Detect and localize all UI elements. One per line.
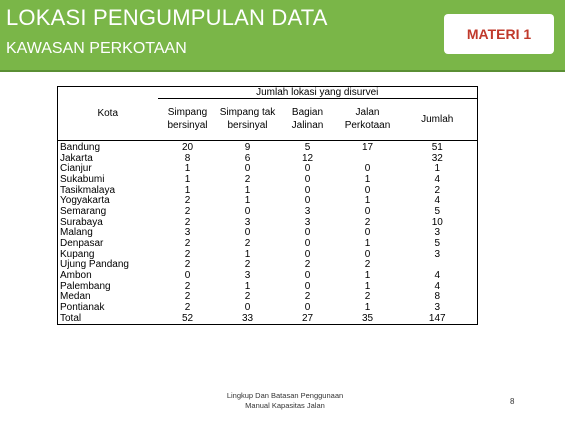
value-cell: 2	[184, 302, 191, 314]
value-cell: 3	[244, 270, 251, 282]
table-row	[58, 153, 478, 164]
value-cell: 51	[398, 140, 478, 153]
table-row	[58, 164, 478, 175]
value-cell: 0	[304, 280, 311, 292]
city-name-cell: Denpasar	[58, 239, 158, 250]
value-cell: 32	[398, 153, 478, 164]
value-cell: 3	[184, 227, 191, 239]
value-cell: 2	[244, 238, 251, 250]
value-cell: 1	[398, 164, 478, 175]
value-cell: 2	[244, 291, 251, 303]
value-cell: 2	[184, 248, 191, 260]
value-cell: 3	[304, 216, 311, 228]
value-cell: 0	[304, 173, 311, 185]
value-cell: 1	[364, 238, 371, 250]
page-title: LOKASI PENGUMPULAN DATA	[6, 5, 328, 30]
value-cell: 5	[398, 207, 478, 218]
value-cell: 147	[398, 314, 478, 325]
column-header-jalan-perkotaan: Jalan Perkotaan	[344, 106, 391, 132]
value-cell: 12	[301, 152, 314, 164]
city-name-cell: Ambon	[58, 271, 158, 282]
value-cell: 2	[184, 195, 191, 207]
value-cell: 4	[398, 196, 478, 207]
city-name-cell: Jakarta	[58, 153, 158, 164]
column-header-jumlah: Jumlah	[398, 99, 478, 141]
value-cell: 2	[364, 216, 371, 228]
value-cell: 8	[184, 152, 191, 164]
value-cell: 27	[278, 314, 338, 325]
city-name-cell: Semarang	[58, 207, 158, 218]
column-header-bagian-jalinan: Bagian Jalinan	[291, 106, 324, 132]
value-cell: 0	[304, 302, 311, 314]
value-cell: 4	[398, 175, 478, 186]
value-cell: 8	[398, 292, 478, 303]
city-name-cell: Sukabumi	[58, 175, 158, 186]
page-number: 8	[510, 397, 515, 406]
table-row	[58, 140, 478, 153]
table-row	[58, 196, 478, 207]
value-cell: 1	[184, 184, 191, 196]
value-cell: 0	[244, 163, 251, 175]
value-cell: 3	[304, 205, 311, 217]
city-name-cell: Medan	[58, 292, 158, 303]
materi-badge: MATERI 1	[444, 14, 554, 54]
table-row	[58, 260, 478, 271]
value-cell: 10	[398, 217, 478, 228]
value-cell: 0	[304, 248, 311, 260]
value-cell: 35	[338, 314, 398, 325]
city-name-cell: Tasikmalaya	[58, 185, 158, 196]
value-cell: 2	[184, 205, 191, 217]
value-cell: 3	[398, 303, 478, 314]
table-row	[58, 185, 478, 196]
city-name-cell: Palembang	[58, 281, 158, 292]
value-cell: 52	[158, 314, 218, 325]
value-cell: 9	[244, 141, 251, 153]
table-row	[58, 217, 478, 228]
value-cell: 0	[184, 270, 191, 282]
value-cell: 2	[304, 259, 311, 271]
value-cell: 1	[364, 195, 371, 207]
city-name-cell: Kupang	[58, 249, 158, 260]
value-cell: 0	[304, 163, 311, 175]
value-cell: 2	[184, 238, 191, 250]
city-name-cell: Surabaya	[58, 217, 158, 228]
value-cell: 1	[364, 280, 371, 292]
value-cell: 1	[364, 173, 371, 185]
value-cell: 5	[398, 239, 478, 250]
value-cell: 2	[184, 280, 191, 292]
value-cell: 33	[218, 314, 278, 325]
city-name-cell: Malang	[58, 228, 158, 239]
value-cell: 0	[364, 227, 371, 239]
value-cell: 0	[364, 184, 371, 196]
header-divider	[0, 70, 565, 72]
value-cell: 3	[244, 216, 251, 228]
value-cell: 1	[244, 184, 251, 196]
value-cell: 2	[304, 291, 311, 303]
value-cell: 2	[184, 291, 191, 303]
value-cell: 2	[184, 216, 191, 228]
value-cell: 2	[184, 259, 191, 271]
value-cell: 0	[244, 205, 251, 217]
city-name-cell: Ujung Pandang	[58, 260, 158, 271]
city-name-cell: Yogyakarta	[58, 196, 158, 207]
city-name-cell: Bandung	[58, 140, 158, 153]
value-cell: 0	[304, 195, 311, 207]
value-cell: 3	[398, 249, 478, 260]
value-cell: 1	[364, 270, 371, 282]
table-row	[58, 271, 478, 282]
value-cell: 1	[184, 173, 191, 185]
group-header: Jumlah lokasi yang disurvei	[158, 87, 478, 99]
column-header-city: Kota	[58, 99, 158, 141]
value-cell: 0	[364, 205, 371, 217]
value-cell: 0	[364, 163, 371, 175]
table-total-row	[58, 314, 478, 325]
value-cell: 2	[364, 259, 371, 271]
table-row	[58, 228, 478, 239]
table-row	[58, 207, 478, 218]
value-cell: 0	[304, 270, 311, 282]
value-cell: 1	[244, 248, 251, 260]
table-row	[58, 281, 478, 292]
value-cell: 1	[244, 280, 251, 292]
table-row	[58, 292, 478, 303]
value-cell: 6	[244, 152, 251, 164]
value-cell: 2	[244, 173, 251, 185]
page-subtitle: KAWASAN PERKOTAAN	[6, 40, 187, 57]
value-cell: 0	[304, 184, 311, 196]
table-body	[58, 140, 478, 325]
city-name-cell: Total	[58, 314, 158, 325]
value-cell: 4	[398, 271, 478, 282]
footer-note-line-1: Lingkup Dan Batasan Penggunaan	[226, 391, 344, 400]
survey-location-table	[57, 86, 478, 325]
value-cell: 4	[398, 281, 478, 292]
value-cell: 17	[361, 141, 374, 153]
value-cell: 0	[304, 227, 311, 239]
value-cell: 20	[181, 141, 194, 153]
value-cell: 2	[244, 259, 251, 271]
value-cell: 0	[364, 248, 371, 260]
value-cell: 2	[398, 185, 478, 196]
footer-note-line-2: Manual Kapasitas Jalan	[245, 401, 325, 411]
value-cell: 1	[244, 195, 251, 207]
city-name-cell: Pontianak	[58, 303, 158, 314]
table-row	[58, 175, 478, 186]
value-cell: 5	[304, 141, 311, 153]
value-cell: 3	[398, 228, 478, 239]
column-header-simpang-tak-bersinyal: Simpang tak bersinyal	[219, 106, 276, 132]
table-row	[58, 239, 478, 250]
value-cell: 0	[304, 238, 311, 250]
city-name-cell: Cianjur	[58, 164, 158, 175]
value-cell: 1	[184, 163, 191, 175]
value-cell: 1	[364, 302, 371, 314]
value-cell: 0	[244, 227, 251, 239]
table-row	[58, 303, 478, 314]
footer-note	[200, 391, 370, 411]
column-header-simpang-bersinyal: Simpang bersinyal	[167, 106, 208, 132]
value-cell: 0	[244, 302, 251, 314]
value-cell: 2	[364, 291, 371, 303]
